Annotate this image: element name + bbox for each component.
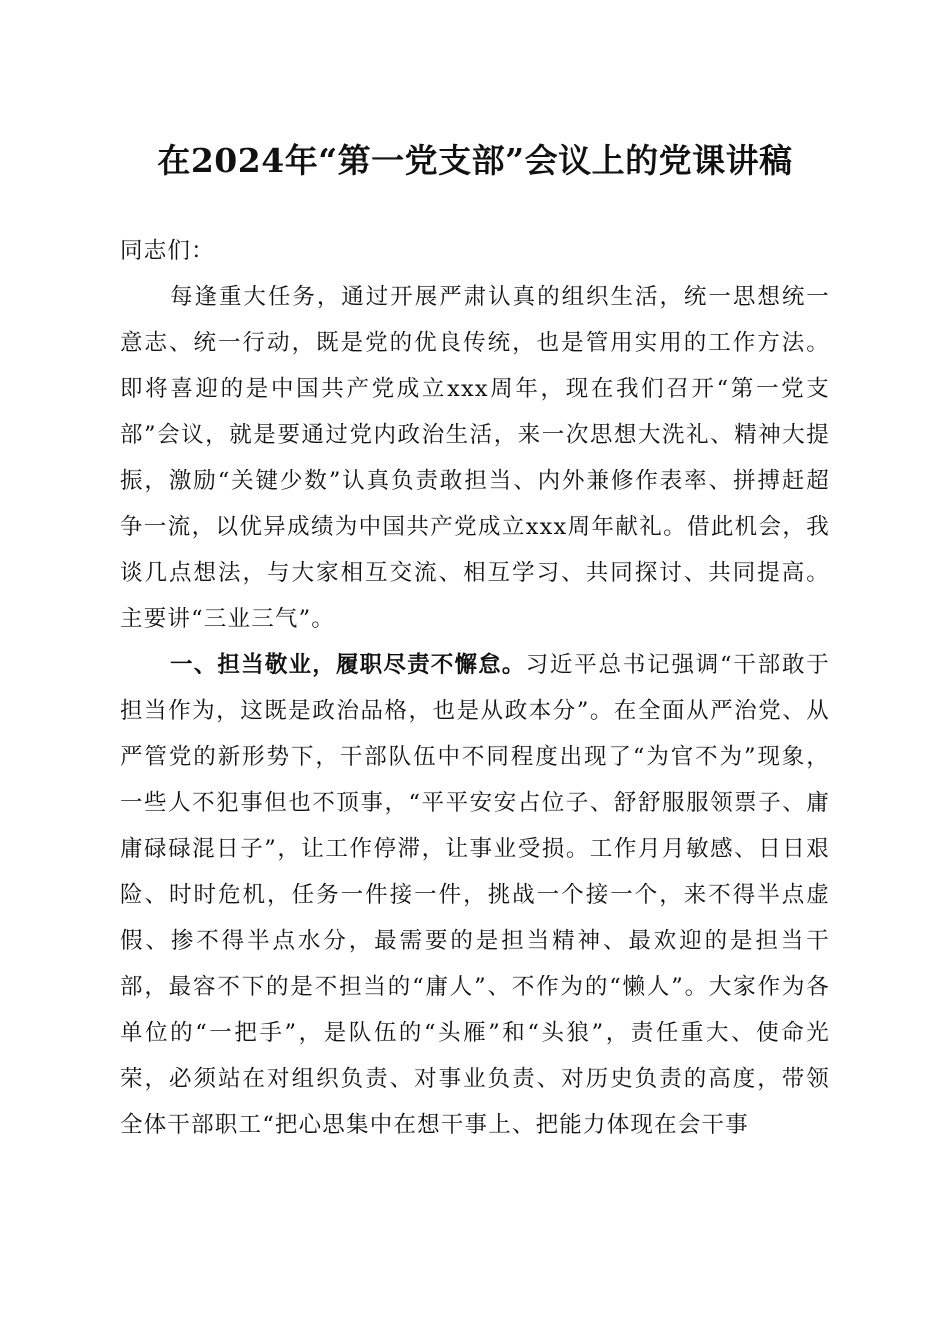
paragraph-section-one — [120, 642, 830, 1148]
document-body — [120, 228, 830, 1148]
section-one-heading: 一、担当敬业，履职尽责不懈怠。 — [170, 652, 526, 678]
salutation: 同志们： — [120, 238, 215, 264]
document-title: 在2024年“第一党支部”会议上的党课讲稿 — [157, 141, 793, 180]
paragraph-intro — [120, 274, 830, 642]
section-one-text: 习近平总书记强调“干部敢于担当作为，这既是政治品格，也是从政本分”。在全面从严治党、从严管党的新形势下，干部队伍中不同程度出现了“为官不为”现象，一些人不犯事但也不顶事，“平平安安占位子、舒舒服服领票子、庸庸碌碌混日子”，让工作停滞，让事业受损。工作月月敏感、日日艰险、时时危机，任务一件接一件，挑战一个接一个，来不得半点虚假、掺不得半点水分，最需要的是担当精神、最欢迎的是担当干部，最容不下的是不担当的“庸人”、不作为的“懒人”。大家作为各单位的“一把手”，是队伍的“头雁”和“头狼”，责任重大、使命光荣，必须站在对组织负责、对事业负责、对历史负责的高度，带领全体干部职工“把心思集中在想干事上、把能力体现在会干事 — [120, 652, 830, 1138]
paragraph-intro-text: 每逢重大任务，通过开展严肃认真的组织生活，统一思想统一意志、统一行动，既是党的优良传统，也是管用实用的工作方法。即将喜迎的是中国共产党成立xxx周年，现在我们召开“第一党支部”会议，就是要通过党内政治生活，来一次思想大洗礼、精神大提振，激励“关键少数”认真负责敢担当、内外兼修作表率、拼搏赶超争一流，以优异成绩为中国共产党成立xxx周年献礼。借此机会，我谈几点想法，与大家相互交流、相互学习、共同探讨、共同提高。主要讲“三业三气”。 — [120, 284, 830, 632]
